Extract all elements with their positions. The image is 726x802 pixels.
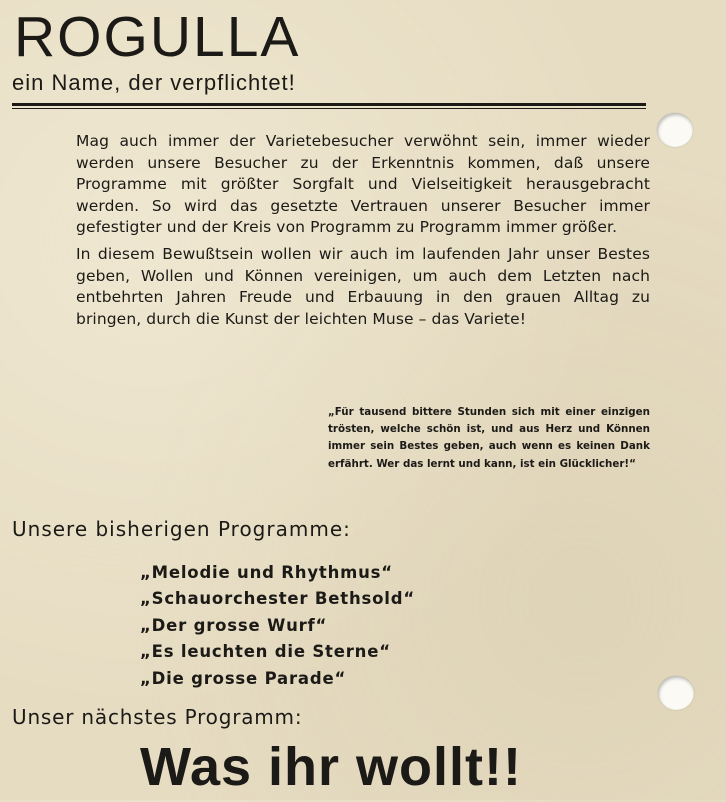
- program-item: „Melodie und Rhythmus“: [140, 563, 393, 582]
- program-item: „Der grosse Wurf“: [140, 615, 328, 635]
- intro-text: [76, 131, 650, 335]
- header-rule-thin: [12, 108, 646, 109]
- page-subtitle: ein Name, der verpflichtet!: [12, 70, 296, 95]
- next-program-heading: Unser nächstes Programm:: [12, 705, 303, 729]
- program-item: „Die grosse Parade“: [140, 668, 347, 688]
- header-rule-thick: [12, 103, 646, 106]
- programs-heading: Unsere bisherigen Programme:: [12, 517, 351, 541]
- intro-paragraph: Mag auch immer der Varietebesucher verwöhnt sein, immer wieder werden unsere Besucher zu der Erkenntnis kommen, daß unsere Programme mit größter Sorgfalt und Vielseitigkeit herausgebracht werden. So wird das gesetzte Vertrauen unserer Besucher immer gefestigter und der Kreis von Programm zu Programm immer größer.: [76, 132, 650, 237]
- quote-text: „Für tausend bittere Stunden sich mit einer einzigen trösten, welche schön ist, und aus Herz und Können immer sein Bestes geben, auch wenn es keinen Dank erfährt. Wer das lernt und kann, ist ein Glücklicher!“: [328, 406, 650, 470]
- punch-hole: [657, 113, 693, 147]
- program-list: [140, 560, 415, 692]
- page-title: ROGULLA: [14, 5, 301, 69]
- program-item: „Schauorchester Bethsold“: [140, 589, 415, 609]
- intro-paragraph: In diesem Bewußtsein wollen wir auch im laufenden Jahr unser Bestes geben, Wollen und Können vereinigen, um auch dem Letzten nach entbehrten Jahren Freude und Erbauung in den grauen Alltag zu bringen, durch die Kunst der leichten Muse – das Variete!: [76, 244, 650, 328]
- next-program-title: Was ihr wollt!!: [140, 737, 522, 797]
- punch-hole: [658, 676, 694, 710]
- program-item: „Es leuchten die Sterne“: [140, 642, 391, 662]
